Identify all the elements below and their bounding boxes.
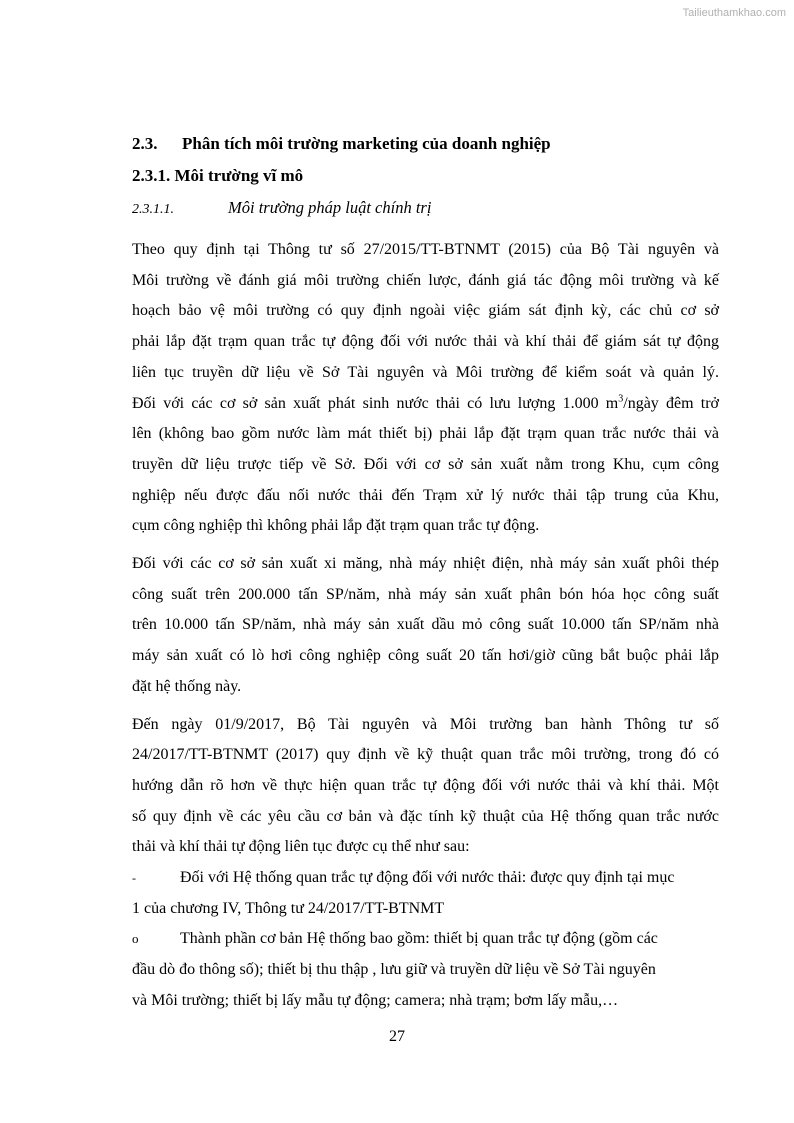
subsubsection-title: Môi trường pháp luật chính trị (228, 198, 432, 217)
subsubsection-number: 2.3.1.1. (132, 202, 174, 217)
paragraph-line: Đối với các cơ sở sản xuất xi măng, nhà máy nhiệt điện, nhà máy sản xuất phôi thép (132, 555, 719, 573)
paragraph-line: Theo quy định tại Thông tư số 27/2015/TT-BTNMT (2015) của Bộ Tài nguyên và (132, 241, 719, 258)
paragraph-line: cụm công nghiệp thì không phải lắp đặt trạm quan trắc tự động. (132, 517, 540, 535)
subsection-title: Môi trường vĩ mô (174, 166, 304, 185)
section-title: Phân tích môi trường marketing của doanh nghiệp (182, 134, 551, 153)
paragraph-line: phải lắp đặt trạm quan trắc tự động đối với nước thải và khí thải để giám sát tự động (132, 333, 719, 351)
paragraph-line: hoạch bảo vệ môi trường có quy định ngoài việc giám sát định kỳ, các chủ cơ sở (132, 302, 719, 320)
paragraph-line: trên 10.000 tấn SP/năm, nhà máy sản xuất dầu mỏ công suất 10.000 tấn SP/năm nhà (132, 616, 719, 634)
paragraph-line: đặt hệ thống này. (132, 677, 242, 695)
page-number: 27 (389, 1028, 405, 1045)
document-page (132, 132, 719, 1017)
paragraph-line-with-superscript (132, 389, 719, 420)
paragraph-line: nghiệp nếu được đấu nối nước thải đến Trạm xử lý nước thải tập trung của Khu, (132, 486, 719, 504)
dash-bullet-marker: - (132, 871, 136, 886)
paragraph-line: liên tục truyền dữ liệu về Sở Tài nguyên và Môi trường để kiểm soát và quản lý. (132, 363, 719, 381)
paragraph-3 (132, 710, 719, 864)
paragraph-2 (132, 549, 719, 703)
paragraph-1 (132, 235, 719, 542)
bullet-text-continued: và Môi trường; thiết bị lấy mẫu tự động; camera; nhà trạm; bơm lấy mẫu,… (132, 991, 619, 1009)
superscript: 3 (618, 393, 624, 405)
bullet-text-continued: 1 của chương IV, Thông tư 24/2017/TT-BTNMT (132, 899, 445, 917)
section-number: 2.3. (132, 134, 158, 153)
watermark-text: Tailieuthamkhao.com (682, 7, 786, 19)
paragraph-line: Đến ngày 01/9/2017, Bộ Tài nguyên và Môi trường ban hành Thông tư số (132, 715, 719, 733)
paragraph-line: máy sản xuất có lò hơi công nghiệp công suất 20 tấn hơi/giờ cũng bắt buộc phải lắp (132, 647, 719, 665)
bullet-text-continued: đầu dò đo thông số); thiết bị thu thập , lưu giữ và truyền dữ liệu về Sở Tài nguyên (132, 961, 656, 979)
subsection-number: 2.3.1. (132, 166, 171, 185)
paragraph-line: truyền dữ liệu trược tiếp về Sở. Đối với cơ sở sản xuất nằm trong Khu, cụm công (132, 455, 719, 473)
paragraph-line: 24/2017/TT-BTNMT (2017) quy định về kỹ thuật quan trắc môi trường, trong đó có (132, 746, 719, 764)
sup-line-after: /ngày đêm trở (623, 394, 720, 412)
subsection-heading (132, 164, 719, 188)
paragraph-line: số quy định về các yêu cầu cơ bản và đặc tính kỹ thuật của Hệ thống quan trắc nước (132, 807, 719, 825)
paragraph-line: thải và khí thải tự động liên tục được cụ thể như sau: (132, 838, 470, 856)
subsubsection-heading (132, 196, 719, 222)
paragraph-line: công suất trên 200.000 tấn SP/năm, nhà máy sản xuất phân bón hóa học công suất (132, 585, 719, 603)
paragraph-line: hướng dẫn rõ hơn về thực hiện quan trắc tự động đối với nước thải và khí thải. Một (132, 776, 719, 794)
circle-bullet-marker: o (132, 931, 139, 947)
sup-line-before: Đối với các cơ sở sản xuất phát sinh nước thải có lưu lượng 1.000 m (132, 394, 619, 412)
section-heading (132, 132, 719, 156)
bullet-item-2 (132, 924, 719, 1016)
paragraph-line: lên (không bao gồm nước làm mát thiết bị) phải lắp đặt trạm quan trắc nước thải và (132, 425, 719, 443)
bullet-item-1 (132, 863, 719, 924)
bullet-text: Đối với Hệ thống quan trắc tự động đối với nước thải: được quy định tại mục (180, 869, 675, 887)
paragraph-line: Môi trường về đánh giá môi trường chiến lược, đánh giá tác động môi trường và kế (132, 271, 719, 289)
bullet-text: Thành phần cơ bản Hệ thống bao gồm: thiết bị quan trắc tự động (gồm các (180, 930, 658, 948)
